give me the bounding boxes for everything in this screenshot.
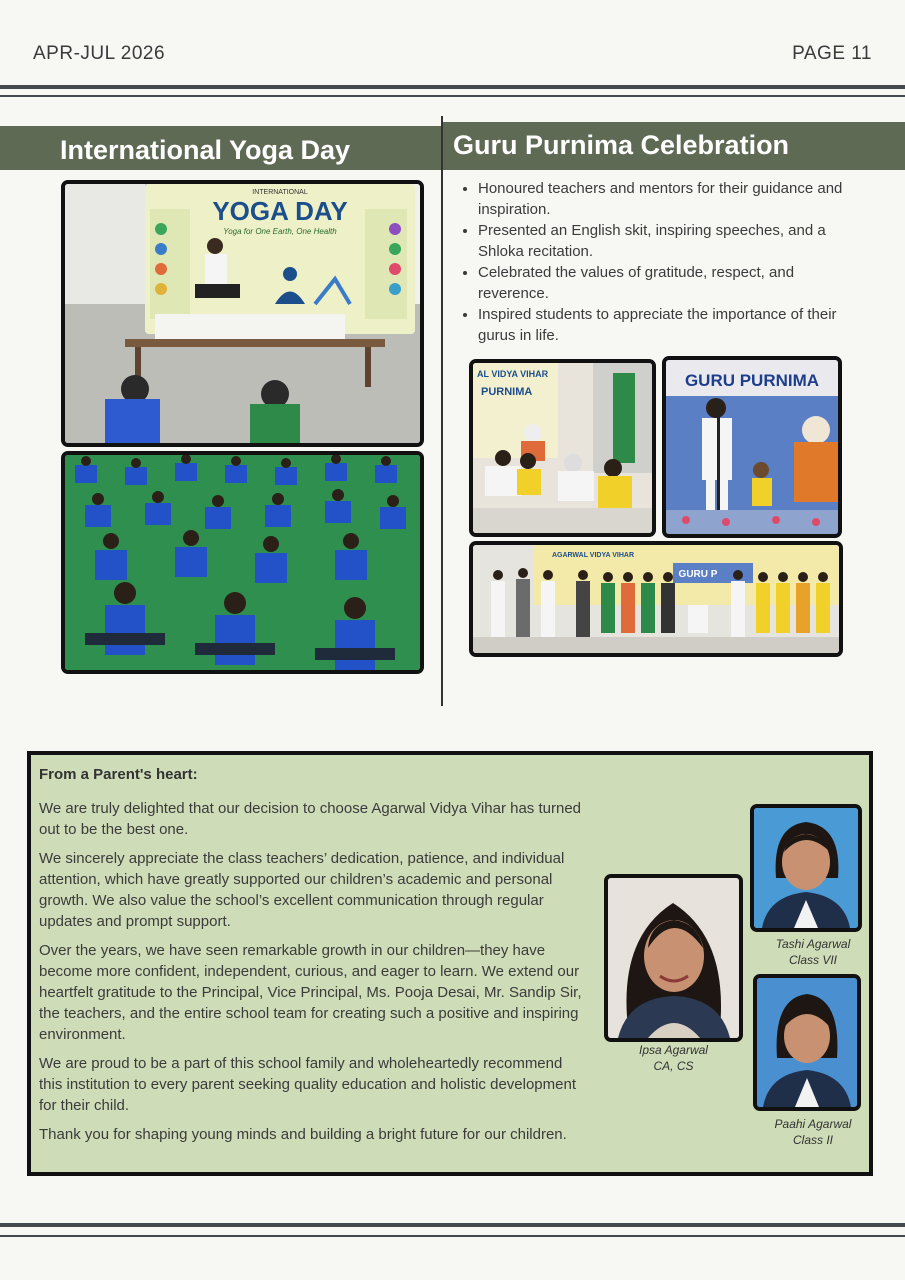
yoga-title: International Yoga Day (60, 135, 351, 165)
header-rule (0, 85, 905, 89)
guru-banner (443, 122, 905, 170)
header-rule-thin (0, 95, 905, 97)
child-caption-tashi (750, 936, 876, 968)
parent-portrait (604, 874, 743, 1042)
child-name: Paahi Agarwal (774, 1117, 852, 1131)
column-divider (441, 116, 443, 706)
guru-assembly-photo (469, 541, 843, 657)
guru-bullet: • Celebrated the values of gratitude, respect, and reverence. (478, 262, 868, 304)
child-class: Class VII (788, 953, 837, 967)
yoga-students-photo (61, 451, 424, 674)
parent-testimonial-text (39, 764, 587, 1153)
guru-bullet: • Presented an English skit, inspiring speeches, and a Shloka recitation. (478, 220, 868, 262)
yoga-banner (0, 126, 441, 170)
yoga-banner-small: INTERNATIONAL (252, 189, 308, 196)
testimonial-paragraph: Over the years, we have seen remarkable growth in our children—they have become more confident, independent, curious, and eager to learn. We extend our heartfelt gratitude to the Principal, Vice Principal, Ms. Pooja Desai, Mr. Sandip Sir, the teachers, and the entire school team for creating such a positive and inspiring environment. (39, 942, 582, 1043)
guru-bullet: • Inspired students to appreciate the importance of their gurus in life. (478, 304, 868, 346)
guru-hall-banner2: GURU P (678, 569, 718, 580)
footer-rule (0, 1223, 905, 1227)
yoga-stage-photo (61, 180, 424, 447)
parent-caption (604, 1042, 743, 1074)
parent-name: Ipsa Agarwal (639, 1043, 708, 1057)
yoga-banner-tagline: Yoga for One Earth, One Health (223, 227, 337, 236)
guru-highlights (458, 178, 868, 346)
yoga-banner-big: YOGA DAY (212, 196, 348, 226)
testimonial-heading: From a Parent's heart: (39, 766, 198, 783)
guru-banner-left: AL VIDYA VIHAR (477, 369, 549, 379)
page-number: PAGE 11 (792, 43, 872, 64)
footer-rule-thin (0, 1235, 905, 1237)
testimonial-paragraph: We are truly delighted that our decision to choose Agarwal Vidya Vihar has turned out to be the best one. (39, 800, 581, 838)
child-caption-paahi (750, 1116, 876, 1148)
guru-speech-photo (662, 356, 842, 538)
child-name: Tashi Agarwal (775, 937, 851, 951)
guru-bullet: • Honoured teachers and mentors for their guidance and inspiration. (478, 178, 868, 220)
child-class: Class II (792, 1133, 833, 1147)
guru-banner-left2: PURNIMA (481, 386, 533, 398)
guru-banner-right: GURU PURNIMA (684, 371, 820, 390)
testimonial-paragraph: We are proud to be a part of this school family and wholeheartedly recommend this institution to every parent seeking quality education and holistic development for their child. (39, 1055, 576, 1114)
child-portrait-paahi (753, 974, 861, 1111)
guru-title: Guru Purnima Celebration (453, 130, 790, 160)
testimonial-paragraph: Thank you for shaping young minds and building a bright future for our children. (39, 1126, 567, 1143)
child-portrait-tashi (750, 804, 862, 932)
guru-hall-banner: AGARWAL VIDYA VIHAR (551, 552, 635, 559)
issue-date: APR-JUL 2026 (33, 43, 166, 64)
testimonial-paragraph: We sincerely appreciate the class teachers’ dedication, patience, and individual attention, which have greatly supported our children’s academic and personal growth. We also value the school’s excellent communication through regular updates and prompt support. (39, 850, 565, 930)
parent-role: CA, CS (653, 1059, 694, 1073)
guru-skit-photo (469, 359, 656, 537)
